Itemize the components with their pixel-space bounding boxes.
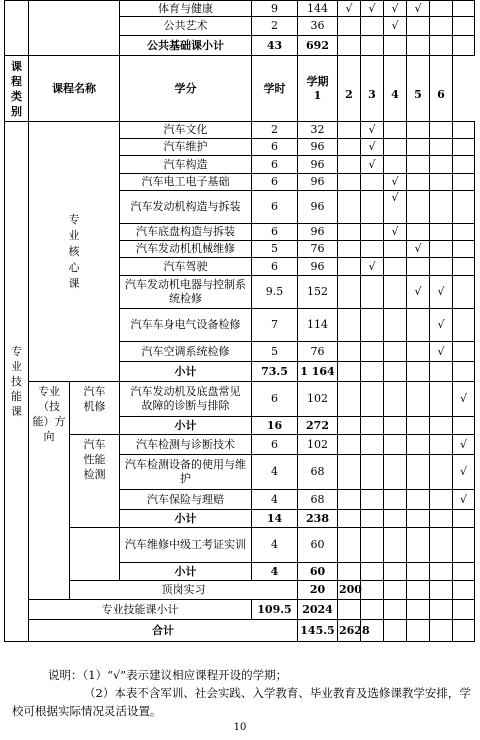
empty-cell — [338, 36, 361, 56]
subtotal-row — [5, 600, 475, 620]
semester-check — [361, 276, 384, 309]
subtotal-hours: 272 — [298, 417, 338, 435]
semester-check — [430, 122, 453, 139]
course-credits: 4 — [252, 490, 298, 510]
semester-check — [384, 309, 407, 342]
semester-check — [407, 342, 430, 362]
semester-check: √ — [361, 258, 384, 276]
subtotal-hours: 1 164 — [298, 362, 338, 382]
semester-check — [407, 382, 430, 417]
semester-check: √ — [453, 490, 475, 510]
semester-check — [384, 342, 407, 362]
semester-check: √ — [384, 174, 407, 191]
semester-check — [453, 156, 475, 174]
core-label-cell — [29, 122, 120, 382]
subtotal-hours: 692 — [298, 36, 338, 56]
empty-cell — [338, 362, 361, 382]
course-credits: 6 — [252, 435, 298, 455]
total-label: 合计 — [29, 620, 298, 642]
course-credits: 5 — [252, 342, 298, 362]
semester-check — [384, 122, 407, 139]
empty-cell — [384, 620, 407, 642]
semester-check — [384, 258, 407, 276]
semester-check: √ — [361, 1, 384, 17]
empty-cell — [453, 36, 475, 56]
course-hours: 102 — [298, 382, 338, 417]
course-hours: 96 — [298, 174, 338, 191]
course-name: 汽车文化 — [120, 122, 252, 139]
course-hours: 152 — [298, 276, 338, 309]
empty-cell — [338, 528, 361, 563]
total-credits: 145.5 — [298, 620, 338, 642]
header-category: 课程类别 — [5, 56, 29, 122]
category-professional — [5, 122, 29, 642]
semester-check — [430, 241, 453, 258]
course-credits: 7 — [252, 309, 298, 342]
semester-check: √ — [453, 455, 475, 490]
inspection-label: 汽车性能检测 — [83, 438, 106, 481]
empty-cell — [384, 36, 407, 56]
prof-subtotal-hours: 2024 — [298, 600, 338, 620]
name-cell-blank — [29, 1, 120, 56]
empty-cell — [384, 581, 407, 600]
semester-check — [361, 309, 384, 342]
category-cell-blank — [5, 1, 29, 56]
course-credits: 6 — [252, 258, 298, 276]
course-name: 汽车保险与理赔 — [120, 490, 252, 510]
course-credits: 2 — [252, 122, 298, 139]
semester-check: √ — [384, 191, 407, 224]
course-name: 汽车电工电子基础 — [120, 174, 252, 191]
empty-cell — [407, 581, 430, 600]
empty-cell — [361, 417, 384, 435]
subtotal-label: 小计 — [120, 510, 252, 528]
total-hours: 2628 — [338, 620, 361, 642]
course-credits: 6 — [252, 382, 298, 417]
internship-hours: 200 — [338, 581, 361, 600]
note-line-2: （2）本表不含军训、社会实践、入学教育、毕业教育及选修课教学安排，学校可根据实际情况灵活设置。 — [12, 686, 471, 718]
semester-check — [453, 342, 475, 362]
course-hours: 68 — [298, 455, 338, 490]
subtotal-label: 小计 — [120, 417, 252, 435]
prof-subtotal-label: 专业技能课小计 — [29, 600, 252, 620]
subtotal-hours: 60 — [298, 563, 338, 581]
empty-cell — [338, 600, 361, 620]
empty-cell — [453, 528, 475, 563]
semester-check — [361, 17, 384, 36]
empty-cell — [407, 510, 430, 528]
semester-check — [361, 174, 384, 191]
course-credits: 6 — [252, 156, 298, 174]
empty-cell — [361, 362, 384, 382]
empty-cell — [338, 510, 361, 528]
semester-check: √ — [430, 342, 453, 362]
empty-cell — [407, 563, 430, 581]
course-hours: 96 — [298, 258, 338, 276]
semester-check: √ — [430, 276, 453, 309]
course-name: 汽车发动机及底盘常见故障的诊断与排除 — [120, 382, 252, 417]
semester-check — [430, 174, 453, 191]
empty-cell — [361, 510, 384, 528]
course-hours: 96 — [298, 191, 338, 224]
semester-check: √ — [384, 1, 407, 17]
semester-check: √ — [453, 382, 475, 417]
prof-subtotal-credits: 109.5 — [252, 600, 298, 620]
subtotal-credits: 43 — [252, 36, 298, 56]
total-row — [5, 620, 475, 642]
semester-check — [430, 17, 453, 36]
semester-check: √ — [407, 241, 430, 258]
course-name: 汽车车身电气设备检修 — [120, 309, 252, 342]
course-credits: 4 — [252, 455, 298, 490]
empty-cell — [430, 362, 453, 382]
semester-check — [407, 191, 430, 224]
note-line-1: 说明：（1）“√”表示建议相应课程开设的学期； — [48, 668, 288, 682]
semester-check — [453, 224, 475, 241]
semester-check — [453, 276, 475, 309]
semester-check: √ — [430, 309, 453, 342]
header-semester-3: 3 — [361, 56, 384, 122]
semester-check: √ — [384, 17, 407, 36]
table-row — [5, 1, 475, 17]
table-row — [5, 122, 475, 139]
header-semester-6: 6 — [430, 56, 453, 122]
semester-check — [338, 139, 361, 156]
header-semester-2: 2 — [338, 56, 361, 122]
header-semester-label: 学期 — [306, 74, 329, 88]
inspection-label-cell — [70, 435, 120, 528]
empty-cell — [384, 417, 407, 435]
semester-check — [453, 258, 475, 276]
course-name: 汽车底盘构造与拆装 — [120, 224, 252, 241]
empty-cell — [384, 563, 407, 581]
empty-cell — [430, 417, 453, 435]
repair-label-cell — [70, 382, 120, 435]
table-row — [5, 435, 475, 455]
semester-check — [430, 224, 453, 241]
core-label: 专业核心课 — [68, 212, 80, 290]
course-credits: 6 — [252, 139, 298, 156]
table-row — [5, 581, 475, 600]
empty-cell — [453, 600, 475, 620]
semester-check — [338, 342, 361, 362]
page-number: 10 — [233, 722, 247, 733]
semester-check — [453, 17, 475, 36]
course-hours: 102 — [298, 435, 338, 455]
subtotal-label: 小计 — [120, 563, 252, 581]
header-credits: 学分 — [120, 56, 252, 122]
course-name: 公共艺术 — [120, 17, 252, 36]
header-semester-4: 4 — [384, 56, 407, 122]
empty-cell — [407, 362, 430, 382]
semester-check — [430, 139, 453, 156]
header-semester-1: 1 — [313, 88, 322, 102]
empty-cell — [453, 581, 475, 600]
empty-cell — [384, 510, 407, 528]
semester-check — [407, 258, 430, 276]
semester-check — [407, 455, 430, 490]
semester-check: √ — [407, 276, 430, 309]
course-name: 体育与健康 — [120, 1, 252, 17]
empty-cell — [430, 620, 453, 642]
internship-credits: 20 — [298, 581, 338, 600]
semester-check — [338, 455, 361, 490]
empty-cell — [361, 528, 384, 563]
course-name: 汽车检测与诊断技术 — [120, 435, 252, 455]
category-professional-label: 专业技能课 — [11, 345, 22, 418]
course-credits: 9.5 — [252, 276, 298, 309]
course-hours: 96 — [298, 224, 338, 241]
semester-check — [361, 241, 384, 258]
table-row — [5, 382, 475, 417]
semester-check — [453, 174, 475, 191]
course-credits: 5 — [252, 241, 298, 258]
course-name: 汽车构造 — [120, 156, 252, 174]
course-name: 汽车发动机构造与拆装 — [120, 191, 252, 224]
semester-check: √ — [453, 435, 475, 455]
semester-check — [430, 156, 453, 174]
header-hours: 学时 — [252, 56, 298, 122]
header-semester — [298, 56, 338, 122]
course-credits: 9 — [252, 1, 298, 17]
empty-cell — [338, 563, 361, 581]
semester-check — [407, 490, 430, 510]
semester-check: √ — [361, 139, 384, 156]
semester-check — [338, 174, 361, 191]
semester-check — [407, 309, 430, 342]
course-name: 汽车维修中级工考证实训 — [120, 528, 252, 563]
semester-check — [407, 156, 430, 174]
empty-cell — [453, 563, 475, 581]
course-hours: 36 — [298, 17, 338, 36]
empty-cell — [430, 528, 453, 563]
course-hours: 68 — [298, 490, 338, 510]
subtotal-hours: 238 — [298, 510, 338, 528]
header-semester-5: 5 — [407, 56, 430, 122]
empty-cell — [407, 528, 430, 563]
semester-check — [338, 490, 361, 510]
notes — [12, 666, 472, 720]
course-name: 汽车检测设备的使用与维护 — [120, 455, 252, 490]
empty-cell — [407, 36, 430, 56]
empty-cell — [407, 620, 430, 642]
semester-check: √ — [384, 224, 407, 241]
semester-check — [384, 139, 407, 156]
semester-check — [407, 435, 430, 455]
direction-label-cell — [29, 382, 70, 600]
curriculum-table — [4, 0, 475, 642]
subtotal-credits: 14 — [252, 510, 298, 528]
semester-check — [338, 122, 361, 139]
course-name: 汽车维护 — [120, 139, 252, 156]
semester-check — [407, 174, 430, 191]
empty-cell — [361, 600, 384, 620]
empty-cell — [384, 600, 407, 620]
semester-check — [338, 224, 361, 241]
semester-check — [453, 191, 475, 224]
course-hours: 96 — [298, 139, 338, 156]
semester-check — [384, 382, 407, 417]
semester-check — [453, 309, 475, 342]
semester-check — [430, 258, 453, 276]
semester-check — [407, 122, 430, 139]
direction-label: 专业（技能）方向 — [32, 385, 66, 443]
empty-cell — [407, 417, 430, 435]
semester-check — [453, 241, 475, 258]
semester-check — [430, 1, 453, 17]
semester-check — [338, 276, 361, 309]
empty-cell — [430, 563, 453, 581]
semester-check — [338, 156, 361, 174]
semester-check — [384, 156, 407, 174]
empty-cell — [407, 600, 430, 620]
semester-check — [430, 455, 453, 490]
empty-cell — [384, 528, 407, 563]
semester-check — [384, 241, 407, 258]
empty-cell — [430, 36, 453, 56]
course-name: 汽车驾驶 — [120, 258, 252, 276]
course-hours: 32 — [298, 122, 338, 139]
semester-check: √ — [361, 122, 384, 139]
semester-check — [361, 435, 384, 455]
course-hours: 114 — [298, 309, 338, 342]
cert-label-blank — [70, 528, 120, 581]
course-hours: 96 — [298, 156, 338, 174]
empty-cell — [453, 362, 475, 382]
semester-check — [430, 191, 453, 224]
semester-check — [407, 224, 430, 241]
semester-check — [361, 455, 384, 490]
subtotal-label: 公共基础课小计 — [120, 36, 252, 56]
subtotal-credits: 4 — [252, 563, 298, 581]
empty-cell — [361, 581, 384, 600]
semester-check — [384, 490, 407, 510]
semester-check — [361, 382, 384, 417]
semester-check — [453, 122, 475, 139]
semester-check — [361, 342, 384, 362]
table-row — [5, 528, 475, 563]
subtotal-credits: 73.5 — [252, 362, 298, 382]
course-hours: 76 — [298, 241, 338, 258]
semester-check — [384, 455, 407, 490]
internship-label: 顶岗实习 — [70, 581, 298, 600]
empty-cell — [453, 417, 475, 435]
semester-check — [430, 382, 453, 417]
semester-check — [338, 258, 361, 276]
empty-cell — [338, 417, 361, 435]
semester-check — [430, 490, 453, 510]
course-credits: 6 — [252, 191, 298, 224]
semester-check: √ — [407, 1, 430, 17]
repair-label: 汽车机修 — [83, 385, 106, 413]
semester-check — [430, 435, 453, 455]
empty-cell — [361, 36, 384, 56]
course-name: 汽车空调系统检修 — [120, 342, 252, 362]
course-hours: 76 — [298, 342, 338, 362]
header-name: 课程名称 — [29, 56, 120, 122]
course-credits: 4 — [252, 528, 298, 563]
semester-check — [361, 191, 384, 224]
semester-check — [453, 139, 475, 156]
semester-check: √ — [361, 156, 384, 174]
semester-check — [407, 17, 430, 36]
semester-check — [407, 139, 430, 156]
semester-check — [384, 435, 407, 455]
semester-check: √ — [338, 1, 361, 17]
course-hours: 60 — [298, 528, 338, 563]
semester-check — [338, 435, 361, 455]
semester-check — [361, 224, 384, 241]
empty-cell — [453, 620, 475, 642]
empty-cell — [453, 510, 475, 528]
empty-cell — [361, 563, 384, 581]
course-credits: 2 — [252, 17, 298, 36]
subtotal-credits: 16 — [252, 417, 298, 435]
empty-cell — [430, 600, 453, 620]
course-name: 汽车发动机机械维修 — [120, 241, 252, 258]
semester-check — [384, 276, 407, 309]
course-credits: 6 — [252, 224, 298, 241]
empty-cell — [384, 362, 407, 382]
subtotal-label: 小计 — [120, 362, 252, 382]
semester-check — [338, 382, 361, 417]
semester-check — [338, 309, 361, 342]
semester-check — [338, 17, 361, 36]
header-row — [5, 56, 475, 122]
course-hours: 144 — [298, 1, 338, 17]
semester-check — [453, 1, 475, 17]
semester-check — [338, 191, 361, 224]
semester-check — [361, 490, 384, 510]
empty-cell — [430, 581, 453, 600]
semester-check — [338, 241, 361, 258]
empty-cell — [430, 510, 453, 528]
course-credits: 6 — [252, 174, 298, 191]
course-name: 汽车发动机电器与控制系统检修 — [120, 276, 252, 309]
